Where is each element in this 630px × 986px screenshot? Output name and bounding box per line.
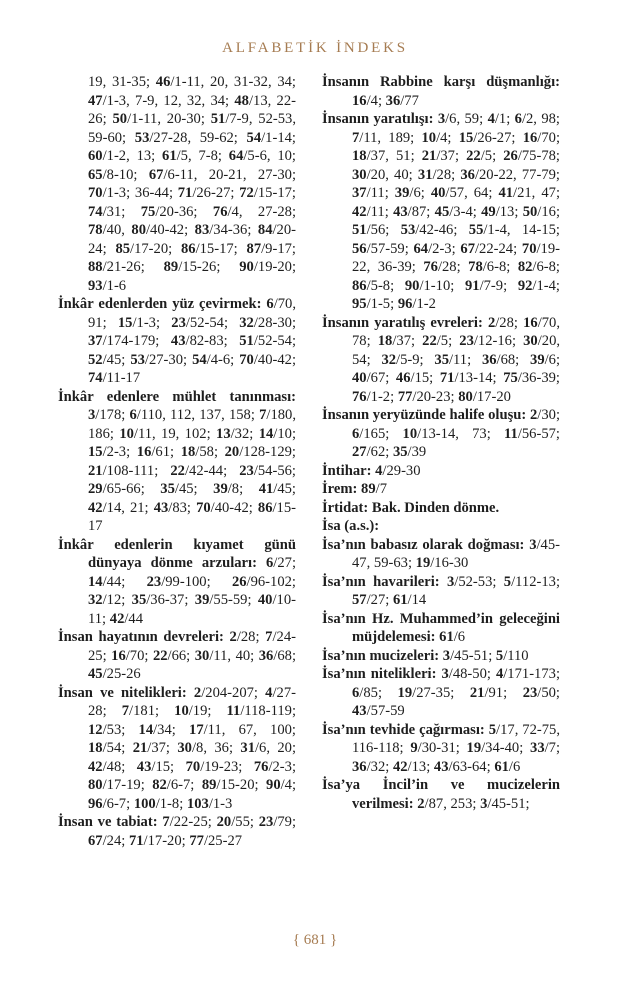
entry-references: 6/27; 14/44; 23/99-100; 26/96-102; 32/12; 35/36-37; 39/55-59; 40/10-11; 42/44: [88, 555, 296, 627]
entry-references: 2/204-207; 4/27-28; 7/181; 10/19; 11/118-119; 12/53; 14/34; 17/11, 67, 100; 18/54; 21/37; 30/8, 36; 31/6, 20; 42/48; 43/15; 70/19-23; 76/2-3; 80/17-19; 82/6-7; 89/15-20; 90/4; 96/6-7; 100/1-8; 103/1-3: [88, 684, 297, 812]
index-entry: [322, 406, 560, 462]
entry-heading: İsa’nın mucizeleri:: [322, 647, 440, 664]
entry-heading: İsa’nın Hz. Muhammed’in geleceğini müjdelemesi:: [322, 610, 560, 645]
entry-references: 3/6, 59; 4/1; 6/2, 98; 7/11, 189; 10/4; 15/26-27; 16/70; 18/37, 51; 21/37; 22/5; 26/75-78; 30/20, 40; 31/28; 36/20-22, 77-79; 37/11; 39/6; 40/57, 64; 41/21, 47; 42/11; 43/87; 45/3-4; 49/13; 50/16; 51/56; 53/42-46; 55/1-4, 14-15; 56/57-59; 64/2-3; 67/22-24; 70/19-22, 36-39; 76/28; 78/6-8; 82/6-8; 86/5-8; 90/1-10; 91/7-9; 92/1-4; 95/1-5; 96/1-2: [352, 111, 561, 312]
entry-heading: İsa’nın nitelikleri:: [322, 666, 437, 682]
entry-references: 61/6: [439, 629, 466, 645]
page-footer: [0, 932, 630, 949]
entry-references: 5/17, 72-75, 116-118; 9/30-31; 19/34-40; 33/7; 36/32; 42/13; 43/63-64; 61/6: [352, 721, 561, 775]
left-column: [58, 73, 296, 850]
entry-references: 89/7: [361, 481, 387, 497]
entry-heading: İnkâr edenlere mühlet tanınması:: [58, 388, 296, 405]
entry-heading: İnsanın Rabbine karşı düşmanlığı:: [322, 74, 560, 90]
index-entry: [58, 388, 296, 536]
index-entry: [322, 517, 560, 536]
index-entry: [322, 610, 560, 647]
entry-heading: İnkâr edenlerin kıyamet günü dünyaya dönme arzuları:: [58, 536, 296, 571]
entry-references: 7/22-25; 20/55; 23/79; 67/24; 71/17-20; 77/25-27: [88, 814, 297, 849]
entry-references: 3/45-51; 5/110: [442, 647, 529, 664]
index-entry: [322, 647, 560, 666]
entry-heading: İnsan ve tabiat:: [58, 814, 158, 830]
entry-references: 6/70, 91; 15/1-3; 23/52-54; 32/28-30; 37/174-179; 43/82-83; 51/52-54; 52/45; 53/27-30; 54/4-6; 70/40-42; 74/11-17: [88, 296, 297, 386]
index-entry: [322, 499, 560, 518]
entry-heading: İnkâr edenlerden yüz çevirmek:: [58, 296, 262, 312]
entry-references: 16/4; 36/77: [352, 92, 419, 109]
entry-heading: İnsanın yeryüzünde halife oluşu:: [322, 407, 527, 423]
entry-heading: İnsanın yaratılışı:: [322, 111, 434, 127]
index-entry: [322, 73, 560, 110]
entry-references: 3/52-53; 5/112-13; 57/27; 61/14: [352, 573, 561, 608]
index-entry: [322, 536, 560, 573]
ornament-left: {: [292, 932, 300, 948]
index-entry: [322, 721, 560, 777]
entry-heading: İsa’ya İncil’in ve mucizelerin verilmesi:: [322, 777, 560, 812]
entry-heading: İsa’nın havarileri:: [322, 573, 440, 590]
index-entry: [58, 73, 296, 295]
entry-heading: İsa’nın babasız olarak doğması:: [322, 536, 525, 553]
entry-heading: İnsan hayatının devreleri:: [58, 629, 224, 645]
running-header: ALFABETİK İNDEKS: [222, 40, 408, 56]
entry-references: 2/28; 7/24-25; 16/70; 22/66; 30/11, 40; 36/68; 45/25-26: [88, 629, 297, 682]
entry-references: 3/45-47, 59-63; 19/16-30: [352, 536, 560, 571]
entry-heading: İnsanın yaratılış evreleri:: [322, 314, 483, 331]
ornament-right: }: [330, 932, 338, 948]
index-entry: [58, 295, 296, 388]
entry-references: 3/48-50; 4/171-173; 6/85; 19/27-35; 21/91; 23/50; 43/57-59: [352, 666, 561, 719]
entry-heading: İrem:: [322, 481, 358, 497]
entry-references: 19, 31-35; 46/1-11, 20, 31-32, 34; 47/1-3, 7-9, 12, 32, 34; 48/13, 22-26; 50/1-11, 20-30; 51/7-9, 52-53, 59-60; 53/27-28, 59-62; 54/1-14; 60/1-2, 13; 61/5, 7-8; 64/5-6, 10; 65/8-10; 67/6-11, 20-21, 27-30; 70/1-3; 36-44; 71/26-27; 72/15-17; 74/31; 75/20-36; 76/4, 27-28; 78/40, 80/40-42; 83/34-36; 84/20-24; 85/17-20; 86/15-17; 87/9-17; 88/21-26; 89/15-26; 90/19-20; 93/1-6: [88, 74, 297, 294]
index-entry: [322, 314, 560, 407]
index-entry: [322, 665, 560, 721]
entry-references: 3/178; 6/110, 112, 137, 158; 7/180, 186; 10/11, 19, 102; 13/32; 14/10; 15/2-3; 16/61; 18/58; 20/128-129; 21/108-111; 22/42-44; 23/54-56; 29/65-66; 35/45; 39/8; 41/45; 42/14, 21; 43/83; 70/40-42; 86/15-17: [88, 407, 296, 534]
entry-heading: İrtidat: Bak. Dinden dönme.: [322, 499, 500, 516]
index-entry: [322, 462, 560, 481]
entry-heading: İnsan ve nitelikleri:: [58, 684, 187, 701]
right-column: [322, 73, 560, 850]
index-entry: [322, 480, 560, 499]
entry-heading: İntihar:: [322, 462, 372, 479]
index-columns: [58, 73, 560, 850]
index-entry: [58, 628, 296, 684]
index-entry: [58, 684, 296, 814]
index-entry: [322, 573, 560, 610]
index-entry: [58, 813, 296, 850]
entry-references: 2/30; 6/165; 10/13-14, 73; 11/56-57; 27/62; 35/39: [352, 407, 560, 460]
index-entry: [58, 536, 296, 629]
entry-references: 2/28; 16/70, 78; 18/37; 22/5; 23/12-16; 30/20, 54; 32/5-9; 35/11; 36/68; 39/6; 40/67; 46/15; 71/13-14; 75/36-39; 76/1-2; 77/20-23; 80/17-20: [352, 314, 561, 405]
entry-references: 2/87, 253; 3/45-51;: [417, 795, 530, 812]
entry-heading: İsa (a.s.):: [322, 518, 380, 534]
index-entry: [322, 110, 560, 314]
index-entry: [322, 776, 560, 813]
entry-references: 4/29-30: [375, 462, 421, 479]
page-number: 681: [303, 932, 327, 948]
entry-heading: İsa’nın tevhide çağırması:: [322, 721, 485, 738]
